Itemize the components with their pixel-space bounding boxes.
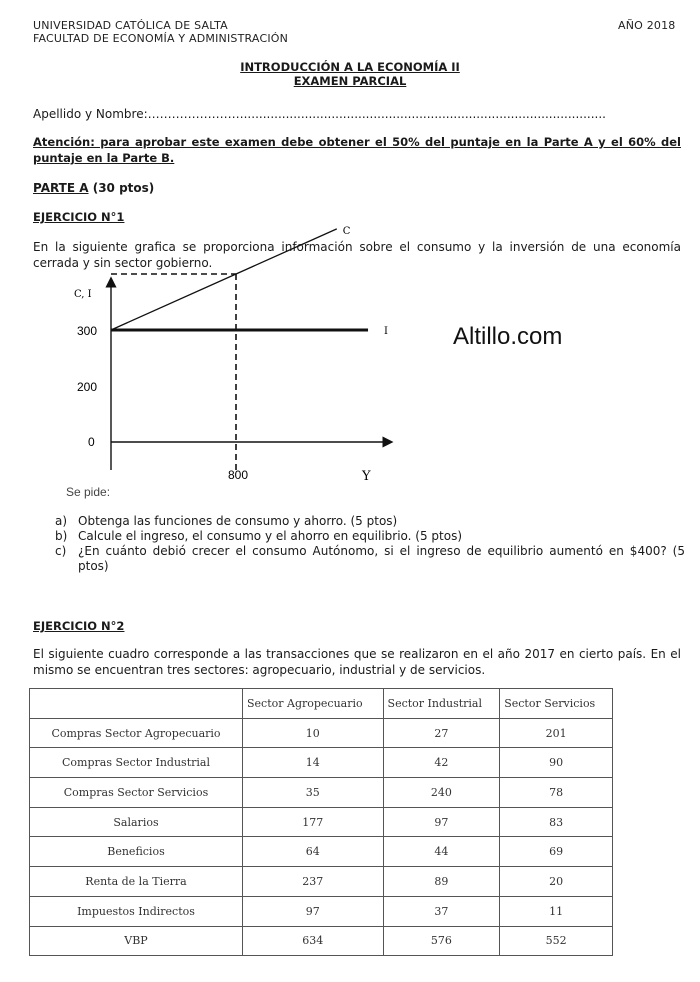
table-cell: 37 bbox=[383, 896, 500, 926]
table-cell: 237 bbox=[243, 867, 384, 897]
transactions-table bbox=[29, 688, 613, 956]
table-cell: 634 bbox=[243, 926, 384, 956]
row-label: VBP bbox=[30, 926, 243, 956]
x-axis-label: Y bbox=[362, 469, 371, 484]
table-cell: 90 bbox=[500, 748, 613, 778]
table-cell: 97 bbox=[383, 807, 500, 837]
table-row bbox=[30, 807, 613, 837]
row-label: Compras Sector Servicios bbox=[30, 778, 243, 808]
question-label: c) bbox=[55, 544, 67, 558]
table-header-cell bbox=[30, 689, 243, 719]
row-label: Compras Sector Industrial bbox=[30, 748, 243, 778]
question-label: b) bbox=[55, 529, 68, 543]
table-cell: 20 bbox=[500, 867, 613, 897]
table-cell: 177 bbox=[243, 807, 384, 837]
row-label: Impuestos Indirectos bbox=[30, 896, 243, 926]
table-cell: 64 bbox=[243, 837, 384, 867]
table-cell: 97 bbox=[243, 896, 384, 926]
table-cell: 89 bbox=[383, 867, 500, 897]
table-header-row bbox=[30, 689, 613, 719]
table-row bbox=[30, 867, 613, 897]
exam-year: AÑO 2018 bbox=[618, 19, 676, 32]
consumption-series-label: C bbox=[342, 225, 351, 237]
table-cell: 576 bbox=[383, 926, 500, 956]
ejercicio-1-title: EJERCICIO N°1 bbox=[33, 210, 125, 224]
table-cell: 14 bbox=[243, 748, 384, 778]
table-cell: 27 bbox=[383, 718, 500, 748]
ejercicio-2-intro: El siguiente cuadro corresponde a las transacciones que se realizaron en el año 2017 en cierto país. En el mismo se encuentran tres sectores: agropecuario, industrial y de servicios. bbox=[33, 647, 681, 677]
table-cell: 44 bbox=[383, 837, 500, 867]
y-tick-label: 300 bbox=[77, 324, 98, 338]
table-cell: 201 bbox=[500, 718, 613, 748]
question-text: Obtenga las funciones de consumo y ahorro. (5 ptos) bbox=[78, 514, 398, 528]
table-cell: 69 bbox=[500, 837, 613, 867]
question-label: a) bbox=[55, 514, 68, 528]
row-label: Salarios bbox=[30, 807, 243, 837]
table-row bbox=[30, 837, 613, 867]
table-cell: 42 bbox=[383, 748, 500, 778]
table-cell: 10 bbox=[243, 718, 384, 748]
parte-a-heading bbox=[33, 181, 154, 195]
table-cell: 83 bbox=[500, 807, 613, 837]
table-row bbox=[30, 896, 613, 926]
faculty-name: FACULTAD DE ECONOMÍA Y ADMINISTRACIÓN bbox=[33, 32, 289, 45]
parte-a-points: (30 ptos) bbox=[92, 181, 155, 195]
university-name: UNIVERSIDAD CATÓLICA DE SALTA bbox=[33, 19, 228, 32]
table-cell: 78 bbox=[500, 778, 613, 808]
question-item-a bbox=[55, 514, 685, 529]
table-row bbox=[30, 718, 613, 748]
table-row bbox=[30, 748, 613, 778]
question-item-b bbox=[55, 529, 685, 544]
row-label: Beneficios bbox=[30, 837, 243, 867]
table-cell: 35 bbox=[243, 778, 384, 808]
row-label: Compras Sector Agropecuario bbox=[30, 718, 243, 748]
x-tick-label: 800 bbox=[228, 468, 249, 482]
table-row bbox=[30, 778, 613, 808]
row-label: Renta de la Tierra bbox=[30, 867, 243, 897]
watermark-text: Altillo.com bbox=[453, 323, 563, 350]
table-header-cell: Sector Industrial bbox=[383, 689, 500, 719]
table-header-cell: Sector Servicios bbox=[500, 689, 613, 719]
table-header-cell: Sector Agropecuario bbox=[243, 689, 384, 719]
y-axis-label: C, I bbox=[74, 289, 92, 300]
name-field: Apellido y Nombre:……………………............................................................................................... bbox=[33, 107, 606, 121]
table-cell: 11 bbox=[500, 896, 613, 926]
ejercicio-1-intro: En la siguiente grafica se proporciona información sobre el consumo y la inversión de una economía cerrada y sin sector gobierno. bbox=[33, 240, 681, 270]
question-item-c bbox=[55, 544, 685, 574]
table-row bbox=[30, 926, 613, 956]
parte-a-label: PARTE A bbox=[33, 181, 89, 195]
question-text: ¿En cuánto debió crecer el consumo Autónomo, si el ingreso de equilibrio aumentó en $400? (5 ptos) bbox=[78, 544, 685, 573]
course-title: INTRODUCCIÓN A LA ECONOMÍA II bbox=[240, 60, 460, 74]
y-tick-label: 0 bbox=[88, 435, 95, 449]
investment-series-label: I bbox=[384, 326, 388, 337]
question-list bbox=[55, 514, 685, 574]
question-text: Calcule el ingreso, el consumo y el ahorro en equilibrio. (5 ptos) bbox=[78, 529, 463, 543]
se-pide-label: Se pide: bbox=[66, 485, 111, 499]
y-tick-label: 200 bbox=[77, 380, 98, 394]
ejercicio-2-title: EJERCICIO N°2 bbox=[33, 619, 125, 633]
attention-note: Atención: para aprobar este examen debe obtener el 50% del puntaje en la Parte A y el 60% del puntaje en la Parte B. bbox=[33, 135, 681, 165]
exam-title: EXAMEN PARCIAL bbox=[293, 74, 407, 88]
table-cell: 552 bbox=[500, 926, 613, 956]
table-cell: 240 bbox=[383, 778, 500, 808]
